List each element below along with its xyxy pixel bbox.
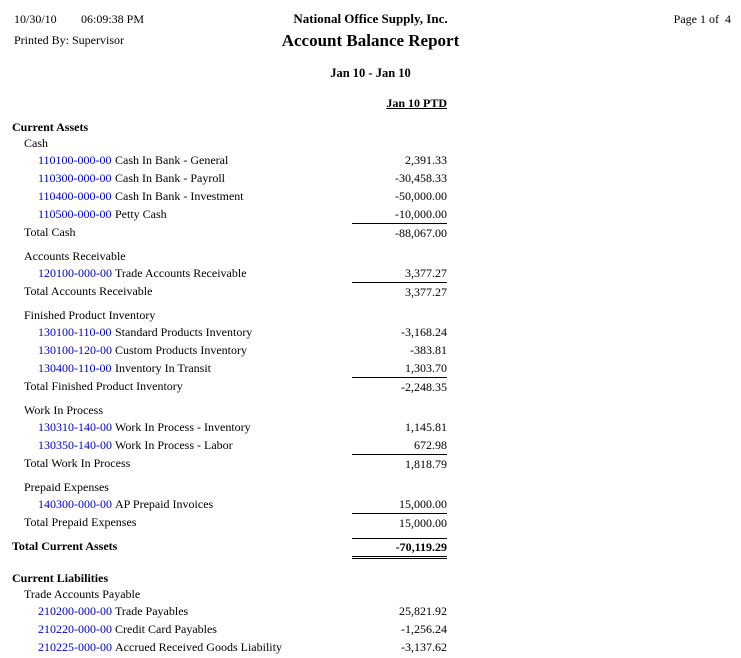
- group-total-label: Total Accounts Receivable: [24, 284, 153, 298]
- account-amount: 15,000.00: [399, 497, 447, 511]
- account-amount: -30,458.33: [395, 171, 447, 185]
- report-time: 06:09:38 PM: [81, 12, 145, 26]
- account-group: [12, 135, 447, 241]
- account-description: Trade Accounts Receivable: [115, 266, 247, 280]
- account-description: Cash In Bank - Investment: [115, 189, 244, 203]
- account-number-link[interactable]: 130100-120-00: [38, 343, 112, 357]
- group-header: Accounts Receivable: [24, 249, 126, 263]
- account-group: [12, 402, 447, 472]
- account-row: [12, 638, 447, 656]
- account-row: [12, 205, 447, 223]
- report-body: [12, 119, 447, 658]
- group-total-label: Total Work In Process: [24, 456, 131, 470]
- account-row: [12, 264, 447, 282]
- account-group: [12, 479, 447, 531]
- account-row: [12, 151, 447, 169]
- account-description: Work In Process - Inventory: [115, 420, 251, 434]
- group-total-amount: -88,067.00: [352, 223, 447, 242]
- group-total-amount: 15,000.00: [352, 513, 447, 532]
- account-amount: 3,377.27: [405, 266, 447, 280]
- account-row: [12, 169, 447, 187]
- account-number-link[interactable]: 110400-000-00: [38, 189, 112, 203]
- account-number-link[interactable]: 110300-000-00: [38, 171, 112, 185]
- account-row: [12, 418, 447, 436]
- account-number-link[interactable]: 210225-000-00: [38, 640, 112, 654]
- account-row: [12, 436, 447, 454]
- account-row: [12, 187, 447, 205]
- group-total-amount: -2,248.35: [352, 377, 447, 396]
- report-header: [0, 0, 741, 118]
- group-total-amount: 1,818.79: [352, 454, 447, 473]
- account-description: Custom Products Inventory: [115, 343, 247, 357]
- account-number-link[interactable]: 110100-000-00: [38, 153, 112, 167]
- group-total-label: Total Finished Product Inventory: [24, 379, 183, 393]
- account-number-link[interactable]: 110500-000-00: [38, 207, 112, 221]
- group-total-amount: 3,377.27: [352, 282, 447, 301]
- group-total-label: Total Cash: [24, 225, 76, 239]
- account-description: Cash In Bank - Payroll: [115, 171, 225, 185]
- group-total-row: [12, 223, 447, 241]
- account-description: AP Prepaid Invoices: [115, 497, 214, 511]
- section-total-row: [12, 538, 447, 562]
- group-total-row: [12, 282, 447, 300]
- group-header: Trade Accounts Payable: [24, 587, 141, 601]
- section-total-label: Total Current Assets: [12, 539, 118, 553]
- account-description: Petty Cash: [115, 207, 167, 221]
- account-number-link[interactable]: 140300-000-00: [38, 497, 112, 511]
- account-number-link[interactable]: 130350-140-00: [38, 438, 112, 452]
- section-header: Current Liabilities: [12, 571, 109, 585]
- account-number-link[interactable]: 130100-110-00: [38, 325, 112, 339]
- account-amount: -3,137.62: [401, 640, 447, 654]
- account-amount: -1,256.24: [401, 622, 447, 636]
- group-total-row: [12, 513, 447, 531]
- account-amount: -383.81: [410, 343, 447, 357]
- account-group: [12, 307, 447, 395]
- section-header: Current Assets: [12, 120, 89, 134]
- account-description: Credit Card Payables: [115, 622, 217, 636]
- column-header-period: Jan 10 PTD: [386, 96, 447, 110]
- group-total-row: [12, 377, 447, 395]
- account-number-link[interactable]: 210200-000-00: [38, 604, 112, 618]
- account-description: Standard Products Inventory: [115, 325, 253, 339]
- account-description: Cash In Bank - General: [115, 153, 229, 167]
- group-header: Finished Product Inventory: [24, 308, 156, 322]
- report-period: Jan 10 - Jan 10: [330, 66, 411, 80]
- group-header: Work In Process: [24, 403, 104, 417]
- account-amount: 672.98: [414, 438, 447, 452]
- account-description: Inventory In Transit: [115, 361, 211, 375]
- account-number-link[interactable]: 130400-110-00: [38, 361, 112, 375]
- account-amount: -50,000.00: [395, 189, 447, 203]
- account-row: [12, 341, 447, 359]
- account-row: [12, 359, 447, 377]
- company-name: National Office Supply, Inc.: [293, 11, 448, 26]
- report-title: Account Balance Report: [281, 31, 460, 50]
- account-amount: -3,168.24: [401, 325, 447, 339]
- account-number-link[interactable]: 120100-000-00: [38, 266, 112, 280]
- account-amount: 1,145.81: [405, 420, 447, 434]
- printed-by: Printed By: Supervisor: [14, 33, 124, 47]
- group-header: Prepaid Expenses: [24, 480, 109, 494]
- account-row: [12, 323, 447, 341]
- section-total-amount: -70,119.29: [352, 538, 447, 559]
- account-description: Accrued Received Goods Liability: [115, 640, 282, 654]
- group-header: Cash: [24, 136, 48, 150]
- account-amount: 2,391.33: [405, 153, 447, 167]
- account-row: [12, 620, 447, 638]
- account-row: [12, 495, 447, 513]
- account-group: [12, 248, 447, 300]
- account-amount: -10,000.00: [395, 207, 447, 221]
- account-description: Work In Process - Labor: [115, 438, 233, 452]
- account-row: [12, 602, 447, 620]
- group-total-label: Total Prepaid Expenses: [24, 515, 137, 529]
- group-total-row: [12, 454, 447, 472]
- account-amount: 25,821.92: [399, 604, 447, 618]
- account-number-link[interactable]: 130310-140-00: [38, 420, 112, 434]
- account-number-link[interactable]: 210220-000-00: [38, 622, 112, 636]
- account-group: [12, 586, 447, 656]
- report-date: 10/30/10: [14, 12, 57, 26]
- account-description: Trade Payables: [115, 604, 189, 618]
- page-indicator: Page 1 of 4: [673, 12, 731, 26]
- account-amount: 1,303.70: [405, 361, 447, 375]
